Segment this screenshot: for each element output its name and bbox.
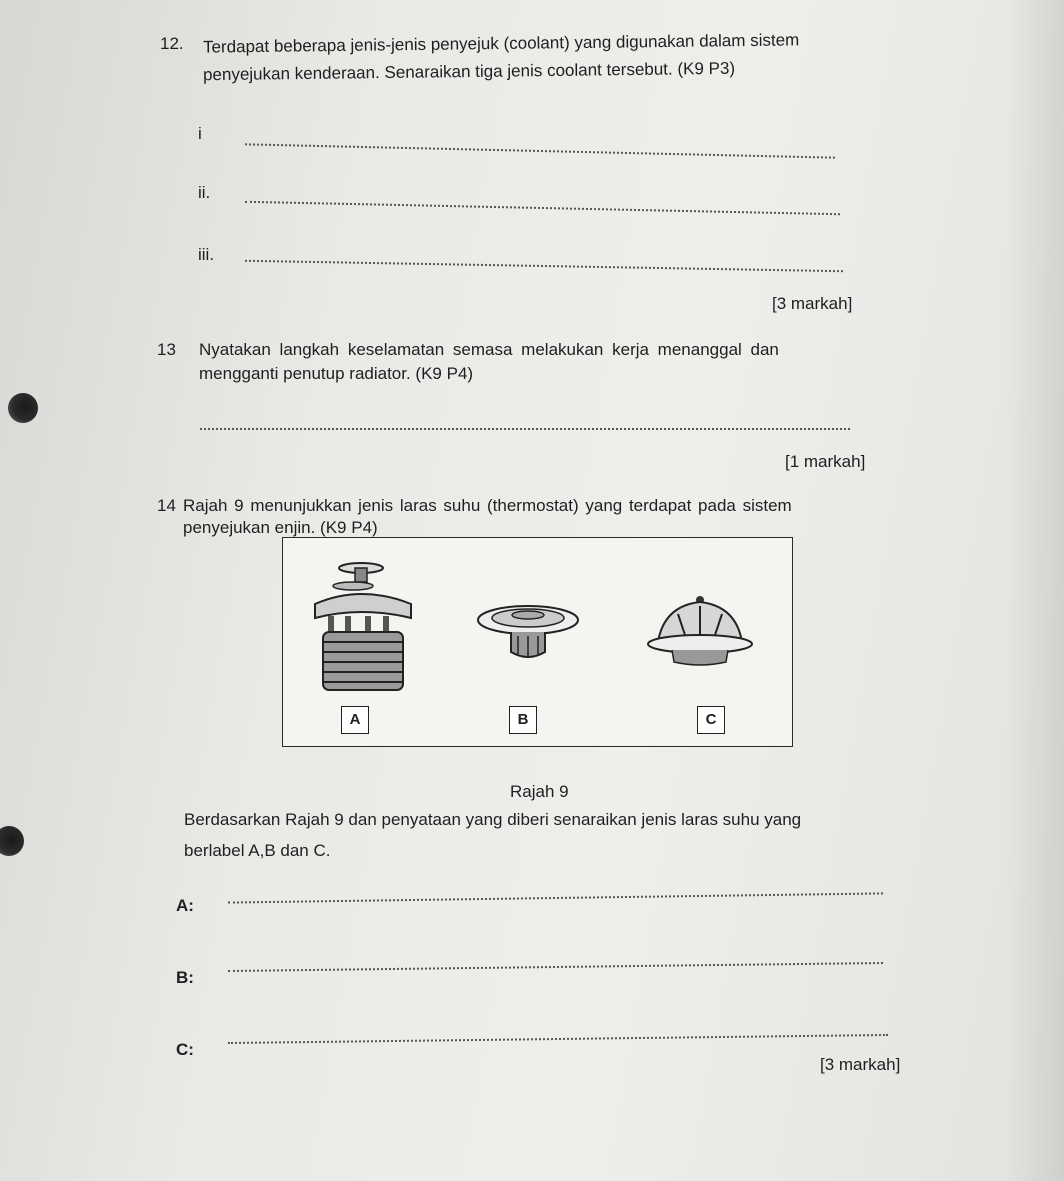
punch-hole-top [8,393,38,423]
q12-item-iii: iii. [198,245,215,264]
q14-answer-line-b[interactable] [228,962,883,972]
q14-instruction-line2: berlabel A,B dan C. [184,841,331,860]
q13-text-line2: mengganti penutup radiator. (K9 P4) [199,364,474,383]
label-c: C [697,706,725,734]
q12-answer-line-i[interactable] [245,143,835,158]
q14-marks: [3 markah] [820,1055,901,1074]
q12-item-i: i [198,124,202,143]
q14-answer-line-c[interactable] [228,1034,888,1044]
q12-number: 12. [160,34,184,53]
q12-text-line1: Terdapat beberapa jenis-jenis penyejuk (coolant) yang digunakan dalam sistem [202,30,800,57]
q12-item-ii: ii. [198,183,211,202]
figure-caption: Rajah 9 [510,782,569,801]
q14-text-line2: penyejukan enjin. (K9 P4) [183,518,378,537]
punch-hole-bottom [0,826,24,856]
q14-instruction-line1: Berdasarkan Rajah 9 dan penyataan yang diberi senaraikan jenis laras suhu yang [184,810,802,829]
q13-text-line1: Nyatakan langkah keselamatan semasa melakukan kerja menanggal dan [199,340,779,359]
label-b: B [509,706,537,734]
label-a: A [341,706,369,734]
q14-text-line1: Rajah 9 menunjukkan jenis laras suhu (thermostat) yang terdapat pada sistem [183,496,792,515]
q14-answer-label-c: C: [176,1040,194,1059]
thermostat-diagram [282,537,793,747]
thermostat-c-image [638,590,758,670]
q12-text-line2: penyejukan kenderaan. Senaraikan tiga jenis coolant tersebut. (K9 P3) [202,58,736,85]
thermostat-b-image [473,598,583,678]
q14-answer-line-a[interactable] [228,892,883,903]
q12-answer-line-iii[interactable] [245,260,843,272]
q13-marks: [1 markah] [785,452,866,471]
q14-number: 14 [157,496,176,515]
q14-answer-label-b: B: [176,968,194,987]
q12-answer-line-ii[interactable] [245,201,840,215]
q13-answer-line[interactable] [200,428,850,430]
q12-marks: [3 markah] [772,294,853,313]
q13-number: 13 [157,340,176,359]
thermostat-a-image [303,556,423,696]
q14-answer-label-a: A: [176,896,194,915]
paper-shadow [1004,0,1064,1181]
